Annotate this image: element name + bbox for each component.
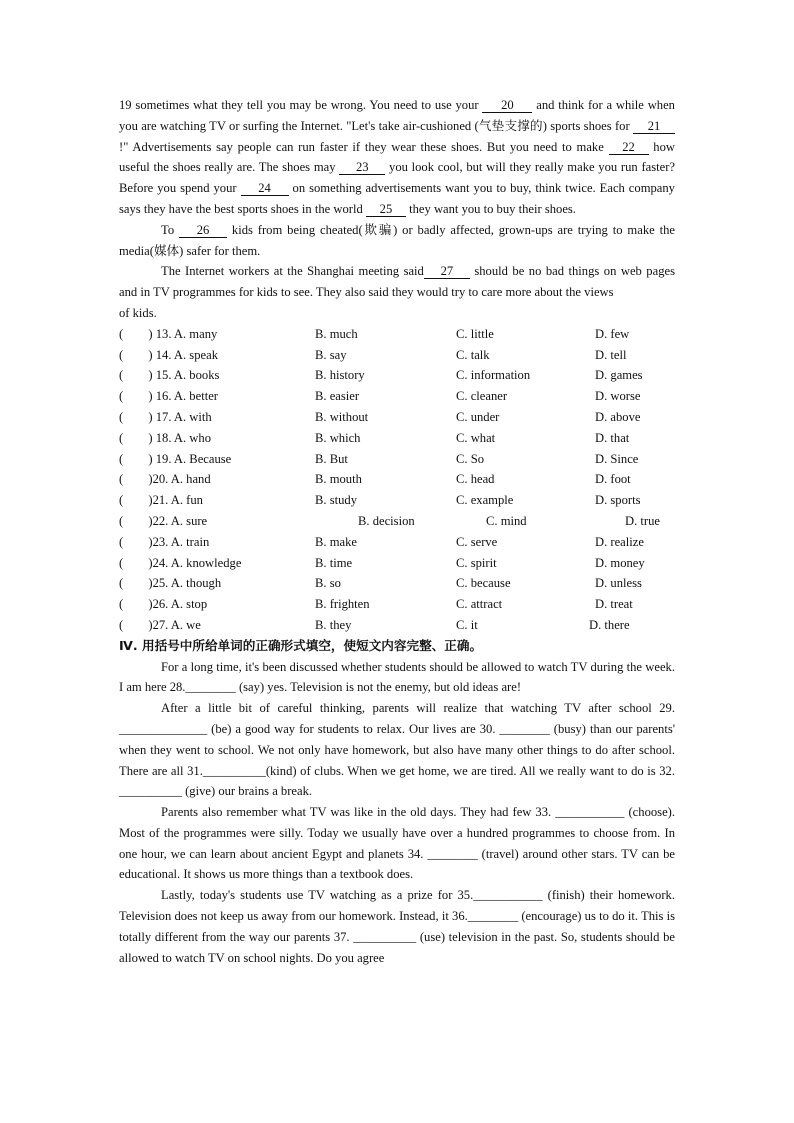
blank-20[interactable]: 20 <box>482 98 532 113</box>
question-25: ( )25. A. though <box>119 576 222 591</box>
text-run: how useful the shoes really are. The shoes may <box>119 139 675 175</box>
option-row-19 <box>119 449 675 470</box>
option-b: B. they <box>315 617 352 632</box>
option-b: B. decision <box>358 513 415 528</box>
question-15: ( ) 15. A. books <box>119 368 220 383</box>
option-c: C. it <box>456 617 478 632</box>
option-row-13 <box>119 324 675 345</box>
option-c: C. because <box>456 576 511 591</box>
option-b: B. study <box>315 493 357 508</box>
text-run: To <box>161 222 175 237</box>
option-b: B. time <box>315 555 353 570</box>
option-c: C. So <box>456 451 484 466</box>
option-b: B. without <box>315 409 369 424</box>
question-24: ( )24. A. knowledge <box>119 555 242 570</box>
option-b: B. But <box>315 451 348 466</box>
option-c: C. information <box>456 368 531 383</box>
option-b: B. history <box>315 368 365 383</box>
question-19: ( ) 19. A. Because <box>119 451 232 466</box>
cloze-paragraph-3-end: of kids. <box>119 305 157 320</box>
option-row-16 <box>119 386 675 407</box>
option-c: C. example <box>456 493 514 508</box>
worksheet-page <box>119 95 675 968</box>
question-27: ( )27. A. we <box>119 617 201 632</box>
section-4-paragraph-3: Parents also remember what TV was like in the old days. They had few 33. ___________ (choose). Most of the programmes were silly. Today we usually have over a hundred programmes to choose from. In one hour, we can learn about ancient Egypt and planets 34. ________ (travel) around other stars. TV can be educational. It shows us more things than a textbook does. <box>119 805 675 882</box>
option-row-22 <box>119 511 675 532</box>
option-c: C. attract <box>456 597 503 612</box>
question-17: ( ) 17. A. with <box>119 409 212 424</box>
section-4-paragraph-2: After a little bit of careful thinking, parents will realize that watching TV after school 29. ______________ (be) a good way for students to relax. Our lives are 30. ________ (busy) than our parents' when they went to school. We not only have homework, but also have many other things to do after school. There are all 31.__________(kind) of clubs. When we get home, we are tired. All we really want to do is 32. __________ (give) our brains a break. <box>119 701 675 799</box>
text-run: kids from being cheated(欺骗) or badly affected, grown-ups are trying to make the media(媒体) safer for them. <box>119 222 675 258</box>
option-row-15 <box>119 365 675 386</box>
option-c: C. under <box>456 409 500 424</box>
option-d: D. sports <box>595 493 641 508</box>
text-run: and think for a while when you are watching TV or surfing the Internet. "Let's take air-cushioned (气垫支撑的) sports shoes for <box>119 98 675 133</box>
option-row-20 <box>119 469 675 490</box>
question-18: ( ) 18. A. who <box>119 430 211 445</box>
option-d: D. realize <box>595 534 644 549</box>
option-row-14 <box>119 345 675 366</box>
question-22: ( )22. A. sure <box>119 513 208 528</box>
option-row-23 <box>119 532 675 553</box>
option-c: C. talk <box>456 347 490 362</box>
option-c: C. what <box>456 430 496 445</box>
option-b: B. make <box>315 534 357 549</box>
option-b: B. frighten <box>315 597 370 612</box>
option-b: B. much <box>315 326 358 341</box>
option-d: D. foot <box>595 472 631 487</box>
blank-27[interactable]: 27 <box>424 264 470 279</box>
blank-23[interactable]: 23 <box>339 160 385 175</box>
option-c: C. mind <box>486 513 527 528</box>
cloze-paragraph-1 <box>119 95 675 220</box>
option-row-27 <box>119 615 675 636</box>
text-run: should be no bad things on web pages and in TV programmes for kids to see. They also said they would try to care more about the views <box>119 264 675 300</box>
text-run: they want you to buy their shoes. <box>409 201 576 216</box>
question-21: ( )21. A. fun <box>119 493 203 508</box>
section-4-paragraph-4: Lastly, today's students use TV watching as a prize for 35.___________ (finish) their homework. Television does not keep us away from our homework. Instead, it 36.________ (encourage) us to do it. This is totally different from the way our parents 37. __________ (use) television in the past. So, students should be allowed to watch TV on school nights. Do you agree <box>119 888 675 965</box>
section-4-paragraph-1: For a long time, it's been discussed whether students should be allowed to watch TV during the week. I am here 28.________ (say) yes. Television is not the enemy, but old ideas are! <box>119 659 675 695</box>
option-c: C. spirit <box>456 555 497 570</box>
option-row-24 <box>119 553 675 574</box>
option-b: B. which <box>315 430 361 445</box>
cloze-paragraph-3 <box>119 261 675 303</box>
text-run: !" Advertisements say people can run faster if they wear these shoes. But you need to make <box>119 139 604 154</box>
question-13: ( ) 13. A. many <box>119 326 218 341</box>
blank-21[interactable]: 21 <box>633 119 675 134</box>
option-row-25 <box>119 573 675 594</box>
text-run: The Internet workers at the Shanghai meeting said <box>161 264 424 279</box>
option-c: C. head <box>456 472 495 487</box>
option-d: D. Since <box>595 451 639 466</box>
option-row-21 <box>119 490 675 511</box>
option-b: B. mouth <box>315 472 362 487</box>
blank-24[interactable]: 24 <box>241 181 289 196</box>
text-run: you look cool, but will they really make you run faster? Before you spend your <box>119 160 676 196</box>
option-row-26 <box>119 594 675 615</box>
option-d: D. there <box>589 617 630 632</box>
option-d: D. true <box>625 513 660 528</box>
text-run: on something advertisements want you to buy, think twice. Each company says they have the best sports shoes in the world <box>119 181 675 216</box>
option-row-18 <box>119 428 675 449</box>
question-26: ( )26. A. stop <box>119 597 208 612</box>
question-16: ( ) 16. A. better <box>119 389 218 404</box>
blank-26[interactable]: 26 <box>179 223 227 238</box>
option-c: C. serve <box>456 534 498 549</box>
blank-25[interactable]: 25 <box>366 202 406 217</box>
section-4-title: Ⅳ. 用括号中所给单词的正确形式填空，使短文内容完整、正确。 <box>119 637 483 653</box>
option-d: D. games <box>595 368 643 383</box>
blank-22[interactable]: 22 <box>609 140 649 155</box>
option-d: D. tell <box>595 347 627 362</box>
option-b: B. say <box>315 347 347 362</box>
option-row-17 <box>119 407 675 428</box>
question-23: ( )23. A. train <box>119 534 210 549</box>
option-d: D. few <box>595 326 630 341</box>
question-20: ( )20. A. hand <box>119 472 211 487</box>
option-b: B. so <box>315 576 341 591</box>
option-d: D. that <box>595 430 630 445</box>
option-d: D. money <box>595 555 645 570</box>
option-b: B. easier <box>315 389 360 404</box>
options-list <box>119 324 675 636</box>
option-d: D. above <box>595 409 641 424</box>
question-14: ( ) 14. A. speak <box>119 347 218 362</box>
cloze-paragraph-2 <box>119 220 675 262</box>
option-d: D. treat <box>595 597 633 612</box>
option-d: D. unless <box>595 576 642 591</box>
option-d: D. worse <box>595 389 641 404</box>
text-run: 19 sometimes what they tell you may be wrong. You need to use your <box>119 98 479 112</box>
option-c: C. little <box>456 326 494 341</box>
option-c: C. cleaner <box>456 389 508 404</box>
